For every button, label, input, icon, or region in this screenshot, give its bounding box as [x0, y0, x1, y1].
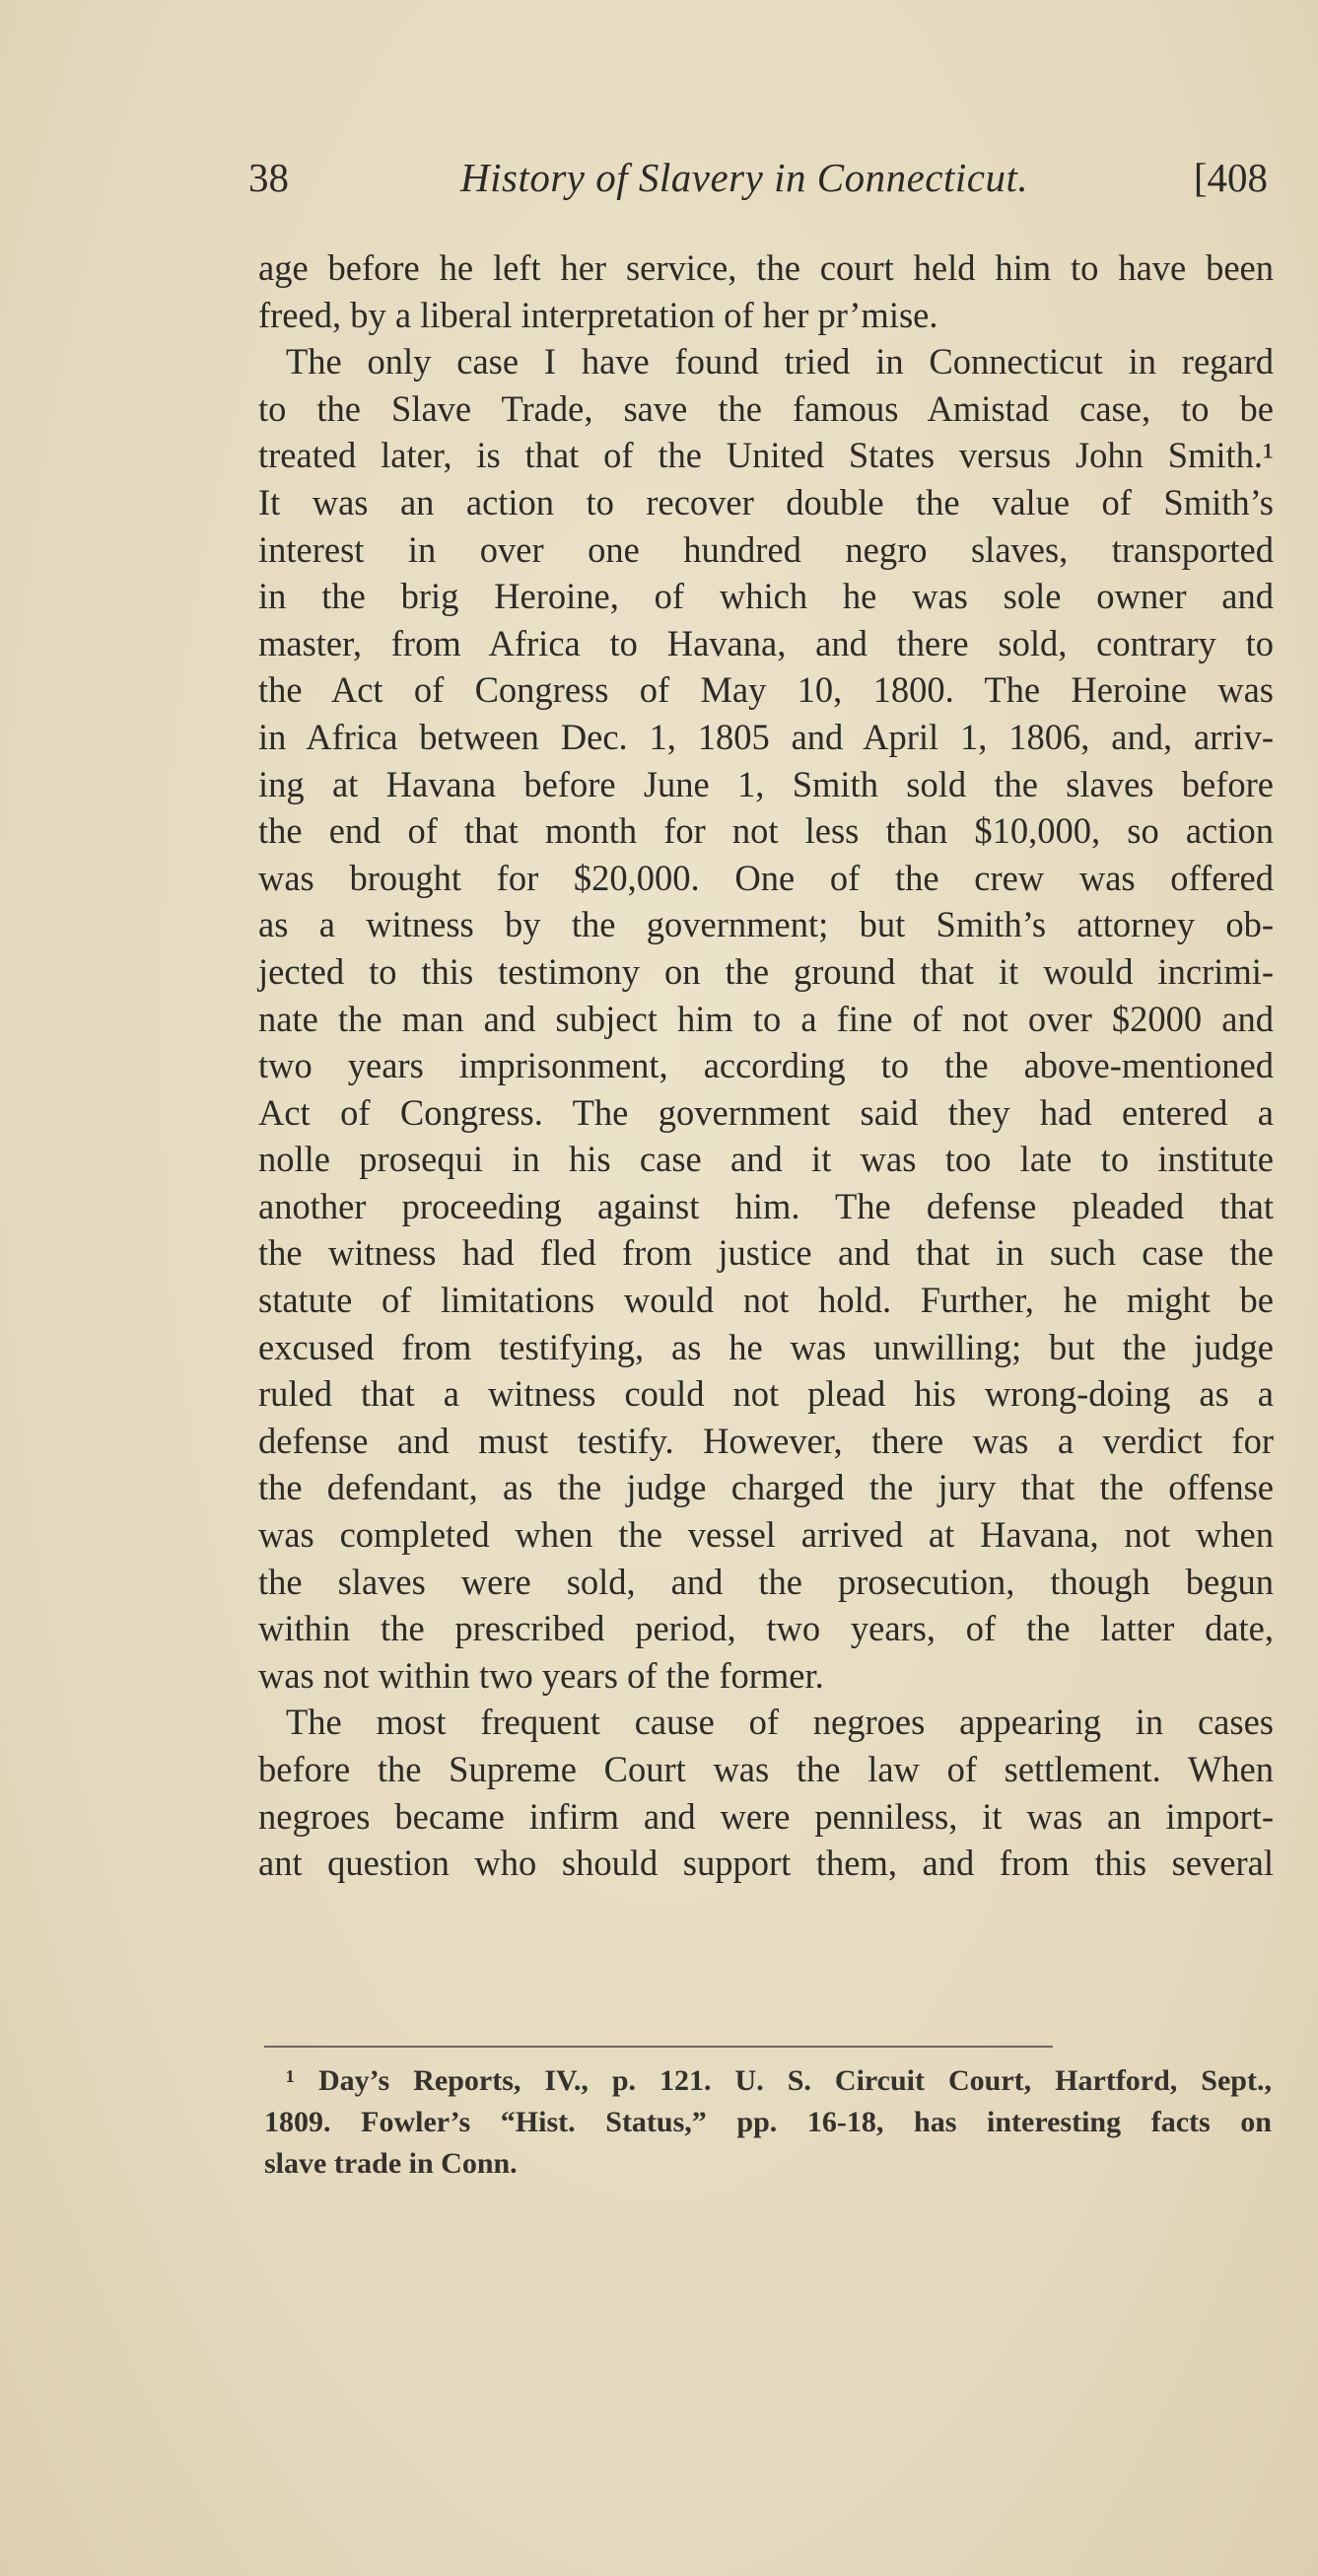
body-text	[258, 244, 1274, 1887]
text-line: statute of limitations would not hold. Further, he might be	[258, 1280, 1274, 1321]
text-line: defense and must testify. However, there was a verdict for	[258, 1420, 1274, 1461]
text-line: nate the man and subject him to a fine of not over $2000 and	[258, 998, 1274, 1039]
text-line: to the Slave Trade, save the famous Amistad case, to be	[258, 387, 1274, 429]
text-line: nolle prosequi in his case and it was too late to institute	[258, 1139, 1274, 1180]
text-line: two years imprisonment, according to the above-mentioned	[258, 1045, 1274, 1086]
text-line: the witness had fled from justice and that in such case the	[258, 1232, 1274, 1274]
footnote-line: slave trade in Conn.	[264, 2147, 518, 2180]
text-line: the defendant, as the judge charged the jury that the offense	[258, 1467, 1274, 1508]
text-line: freed, by a liberal interpretation of her pr’mise.	[258, 294, 938, 335]
footnote	[264, 2060, 1272, 2185]
text-line: The only case I have found tried in Connecticut in regard	[286, 341, 1274, 383]
text-line: ing at Havana before June 1, Smith sold the slaves before	[258, 763, 1274, 804]
text-line: within the prescribed period, two years, of the latter date,	[258, 1608, 1274, 1649]
text-line: in Africa between Dec. 1, 1805 and April 1, 1806, and, arriv-	[258, 716, 1274, 757]
text-line: before the Supreme Court was the law of settlement. When	[258, 1749, 1274, 1789]
text-line: was completed when the vessel arrived at Havana, not when	[258, 1514, 1274, 1556]
page-header	[248, 148, 1268, 207]
text-line: another proceeding against him. The defense pleaded that	[258, 1185, 1274, 1226]
text-line: was not within two years of the former.	[258, 1654, 824, 1696]
text-line: was brought for $20,000. One of the crew was offered	[258, 857, 1274, 898]
text-line: jected to this testimony on the ground that it would incrimi-	[258, 950, 1274, 992]
text-line: interest in over one hundred negro slaves, transported	[258, 528, 1274, 570]
text-line: master, from Africa to Havana, and there sold, contrary to	[258, 622, 1274, 663]
text-line: the end of that month for not less than $10,000, so action	[258, 810, 1274, 852]
text-line: It was an action to recover double the value of Smith’s	[258, 481, 1274, 522]
text-line: Act of Congress. The government said they had entered a	[258, 1091, 1274, 1133]
footnote-line: ¹ Day’s Reports, IV., p. 121. U. S. Circuit Court, Hartford, Sept.,	[286, 2064, 1272, 2097]
footnote-divider	[264, 2046, 1053, 2048]
text-line: ant question who should support them, and from this several	[258, 1843, 1274, 1884]
text-line: the Act of Congress of May 10, 1800. The Heroine was	[258, 669, 1274, 711]
text-line: negroes became infirm and were penniless, it was an import-	[258, 1795, 1274, 1837]
text-line: treated later, is that of the United States versus John Smith.¹	[258, 435, 1274, 476]
footnote-line: 1809. Fowler’s “Hist. Status,” pp. 16-18, has interesting facts on	[264, 2106, 1272, 2138]
text-line: The most frequent cause of negroes appearing in cases	[286, 1702, 1274, 1743]
running-title: History of Slavery in Connecticut.	[460, 155, 1029, 200]
page-number: 38	[248, 155, 289, 200]
text-line: age before he left her service, the court held him to have been	[258, 247, 1274, 288]
original-page-marker: [408	[1193, 155, 1268, 200]
text-line: ruled that a witness could not plead his wrong-doing as a	[258, 1373, 1274, 1415]
text-line: as a witness by the government; but Smith’s attorney ob-	[258, 904, 1274, 945]
text-line: the slaves were sold, and the prosecution, though begun	[258, 1561, 1274, 1602]
text-line: excused from testifying, as he was unwilling; but the judge	[258, 1326, 1274, 1367]
text-line: in the brig Heroine, of which he was sole owner and	[258, 576, 1274, 617]
